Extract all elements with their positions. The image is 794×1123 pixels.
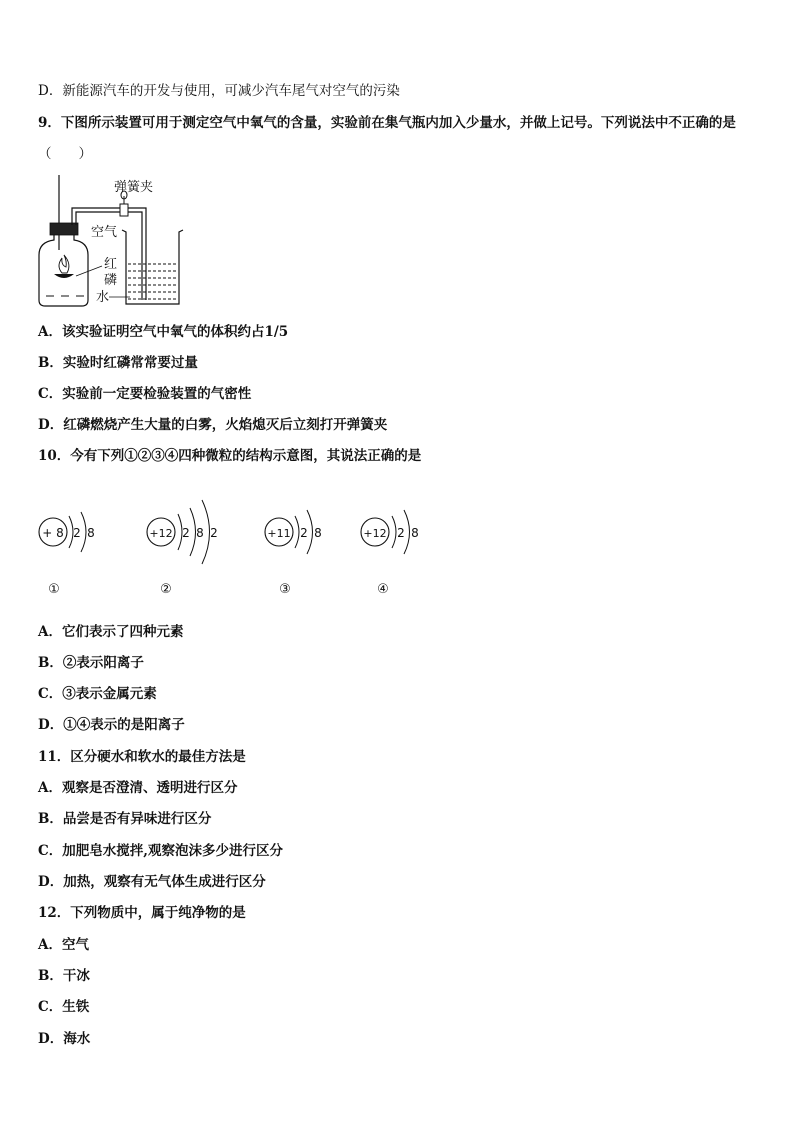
label-red: 红 bbox=[104, 257, 118, 272]
shell-electrons: 8 bbox=[314, 526, 322, 540]
particle-label: ② bbox=[160, 582, 172, 597]
nucleus-charge: +12 bbox=[363, 527, 387, 540]
particle-label: ④ bbox=[377, 582, 389, 597]
nucleus-charge: +12 bbox=[149, 527, 173, 540]
shell-electrons: 2 bbox=[73, 526, 81, 540]
particle-label: ③ bbox=[279, 582, 291, 597]
q10-option-d: D．①④表示的是阳离子 bbox=[38, 717, 185, 733]
label-water: 水 bbox=[96, 290, 110, 305]
q9-option-c: C．实验前一定要检验装置的气密性 bbox=[38, 386, 252, 402]
q11-option-a: A．观察是否澄清、透明进行区分 bbox=[38, 780, 238, 796]
shell-electrons: 8 bbox=[87, 526, 95, 540]
q12-option-b: B．干冰 bbox=[38, 968, 90, 984]
label-air: 空气 bbox=[91, 225, 118, 240]
q12-option-a: A．空气 bbox=[38, 937, 89, 953]
q12-option-c: C．生铁 bbox=[38, 999, 90, 1015]
particle-diagram-3 bbox=[262, 492, 342, 602]
label-spring-clip: 弹簧夹 bbox=[114, 180, 154, 195]
shell-electrons: 2 bbox=[210, 526, 218, 540]
oxygen-experiment-figure bbox=[34, 170, 194, 312]
q9-stem: 9．下图所示装置可用于测定空气中氧气的含量，实验前在集气瓶内加入少量水，并做上记号。下列说法中不正确的是 bbox=[38, 115, 736, 131]
q10-option-b: B．②表示阳离子 bbox=[38, 655, 144, 671]
q12-stem: 12．下列物质中，属于纯净物的是 bbox=[38, 905, 246, 921]
particle-diagram-1 bbox=[36, 492, 116, 602]
shell-electrons: 8 bbox=[196, 526, 204, 540]
q9-option-a: A．该实验证明空气中氧气的体积约占1/5 bbox=[38, 324, 289, 340]
q9-option-b: B．实验时红磷常常要过量 bbox=[38, 355, 198, 371]
q10-option-c: C．③表示金属元素 bbox=[38, 686, 157, 702]
q11-option-c: C．加肥皂水搅拌,观察泡沫多少进行区分 bbox=[38, 843, 283, 859]
particle-label: ① bbox=[48, 582, 60, 597]
particle-diagram-2 bbox=[144, 484, 234, 602]
particle-diagram-4 bbox=[358, 492, 438, 602]
nucleus-charge: + 8 bbox=[42, 526, 64, 540]
q10-option-a: A．它们表示了四种元素 bbox=[38, 624, 184, 640]
shell-electrons: 8 bbox=[411, 526, 419, 540]
shell-electrons: 2 bbox=[182, 526, 190, 540]
q11-option-d: D．加热，观察有无气体生成进行区分 bbox=[38, 874, 266, 890]
nucleus-charge: +11 bbox=[267, 527, 291, 540]
q11-option-b: B．品尝是否有异味进行区分 bbox=[38, 811, 212, 827]
shell-electrons: 2 bbox=[397, 526, 405, 540]
shell-electrons: 2 bbox=[300, 526, 308, 540]
label-phosphorus: 磷 bbox=[104, 273, 118, 288]
q9-option-d: D．红磷燃烧产生大量的白雾，火焰熄灭后立刻打开弹簧夹 bbox=[38, 417, 388, 433]
q8-option-d: D．新能源汽车的开发与使用，可减少汽车尾气对空气的污染 bbox=[38, 83, 400, 99]
q12-option-d: D．海水 bbox=[38, 1031, 91, 1047]
q9-answer-paren: （ ） bbox=[38, 146, 92, 162]
q10-stem: 10．今有下列①②③④四种微粒的结构示意图，其说法正确的是 bbox=[38, 448, 422, 464]
q11-stem: 11．区分硬水和软水的最佳方法是 bbox=[38, 749, 246, 765]
